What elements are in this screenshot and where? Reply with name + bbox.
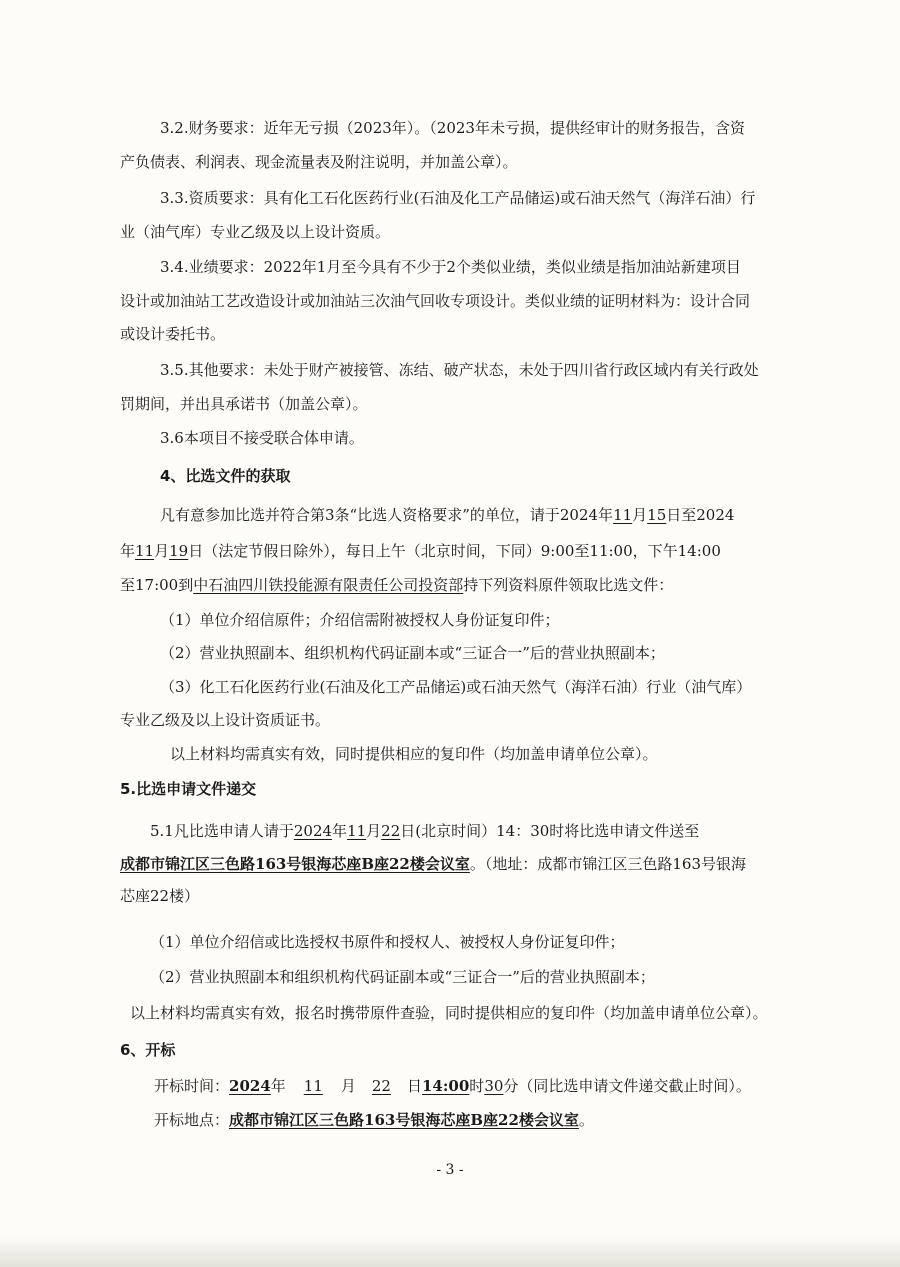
sec5-line2: 成都市锦江区三色路163号银海芯座B座22楼会议室。（地址：成都市锦江区三色路163号银海 [120, 855, 747, 873]
sec5-item2: （2）营业执照副本和组织机构代码证副本或“三证合一”后的营业执照副本； [150, 968, 655, 986]
p34-line2: 设计或加油站工艺改造设计或加油站三次油气回收专项设计。类似业绩的证明材料为：设计合同 [120, 292, 751, 310]
company-name: 中石油四川铁投能源有限责任公司投资部 [193, 576, 464, 594]
sec5-note: 以上材料均需真实有效，报名时携带原件查验，同时提供相应的复印件（均加盖申请单位公章）。 [130, 1004, 768, 1022]
sec4-item3-line2: 专业乙级及以上设计资质证书。 [120, 711, 331, 729]
sec5-line1: 5.1凡比选申请人请于2024年11月22日(北京时间）14：30时将比选申请文件送至 [150, 822, 700, 840]
p36-line: 3.6本项目不接受联合体申请。 [160, 429, 364, 447]
page-number: - 3 - [436, 1162, 464, 1178]
p32-line2: 产负债表、利润表、现金流量表及附注说明，并加盖公章）。 [120, 153, 518, 171]
sec4-item3-line1: （3）化工石化医药行业(石油及化工产品储运)或石油天然气（海洋石油）行业（油气库） [160, 678, 752, 696]
opening-location: 开标地点：成都市锦江区三色路163号银海芯座B座22楼会议室。 [154, 1111, 594, 1129]
section6-heading: 6、开标 [120, 1041, 176, 1059]
opening-time: 开标时间：2024年 11 月 22 日14:00时30分（同比选申请文件递交截止时间）。 [154, 1077, 751, 1095]
sec4-line2: 年11月19日（法定节假日除外），每日上午（北京时间，下同）9:00至11:00，下午14:00 [120, 542, 721, 560]
sec4-note: 以上材料均需真实有效，同时提供相应的复印件（均加盖申请单位公章）。 [170, 745, 658, 763]
sec5-item1: （1）单位介绍信或比选授权书原件和授权人、被授权人身份证复印件； [150, 933, 625, 951]
sec5-line3: 芯座22楼） [120, 887, 200, 905]
section5-heading: 5.比选申请文件递交 [120, 780, 257, 798]
p34-line1: 3.4.业绩要求：2022年1月至今具有不少于2个类似业绩，类似业绩是指加油站新建项目 [160, 258, 741, 276]
sec4-item2: （2）营业执照副本、组织机构代码证副本或“三证合一”后的营业执照副本； [160, 644, 665, 662]
submission-location: 成都市锦江区三色路163号银海芯座B座22楼会议室 [120, 855, 470, 873]
p35-line2: 罚期间，并出具承诺书（加盖公章）。 [120, 395, 368, 413]
p32-line1: 3.2.财务要求：近年无亏损（2023年）。（2023年未亏损，提供经审计的财务报告，含资 [160, 119, 745, 137]
section4-heading: 4、比选文件的获取 [160, 467, 291, 485]
sec4-item1: （1）单位介绍信原件；介绍信需附被授权人身份证复印件； [160, 611, 560, 629]
sec4-line3: 至17:00到中石油四川铁投能源有限责任公司投资部持下列资料原件领取比选文件： [120, 576, 674, 594]
p33-line1: 3.3.资质要求：具有化工石化医药行业(石油及化工产品储运)或石油天然气（海洋石油）行 [160, 189, 756, 207]
p34-line3: 或设计委托书。 [120, 325, 226, 343]
scan-edge [0, 1236, 900, 1267]
p33-line2: 业（油气库）专业乙级及以上设计资质。 [120, 223, 391, 241]
p35-line1: 3.5.其他要求：未处于财产被接管、冻结、破产状态，未处于四川省行政区域内有关行政处 [160, 361, 759, 379]
sec4-line1: 凡有意参加比选并符合第3条“比选人资格要求”的单位，请于2024年11月15日至2024 [160, 506, 735, 524]
